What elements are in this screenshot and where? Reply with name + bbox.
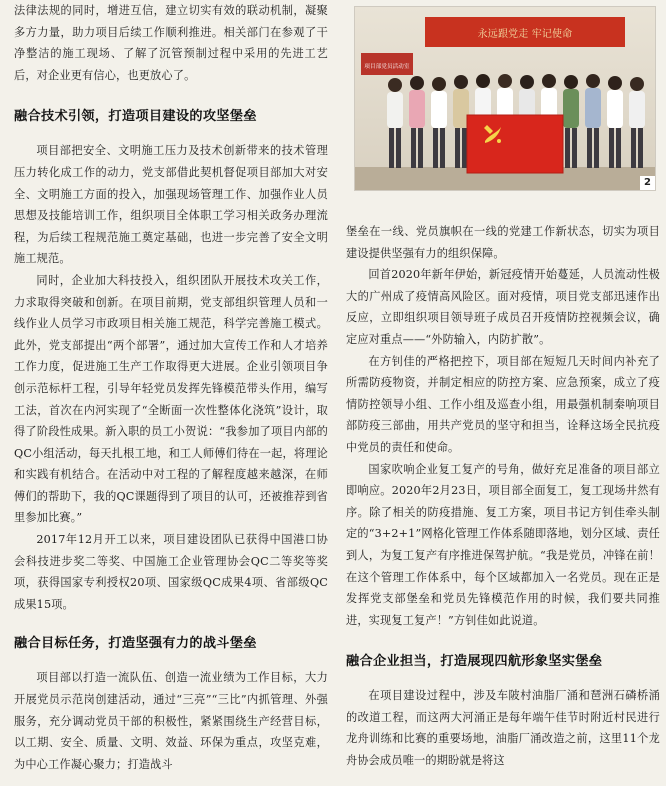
tech-paragraph-1: 项目部把安全、文明施工压力及技术创新带来的技术管理压力转化成工作的动力，党支部借此契机督促项目部加大对安全、文明施工方面的投入，加强现场管理工作、加强作业人员思想及技能培训工作，组织项目全体职工学习相关政务办理流程，为后续工程规范施工奠定基础，也进一步完善了安全文明施工规范。 xyxy=(14,144,328,266)
covid-paragraph-3: 国家吹响企业复工复产的号角，做好充足准备的项目部立即响应。2020年2月23日，项目部全面复工，复工现场井然有序。除了相关的防疫措施、复工方案，项目书记方钊佳牵头制定的“3+2+1”网格化管理工作体系随即落地，划分区域、责任到人，为复工复产有序推进保驾护航。“我是党员，冲锋在前！在这个管理工作体系中，每个区域都加入一名党员。现在正是发挥党支部堡垒和党员先锋模范作用的时候，我们要共同推进，实现复工复产！”方钊佳如此说道。 xyxy=(346,462,660,627)
left-column xyxy=(14,0,328,775)
responsibility-paragraph-1: 在项目建设过程中，涉及车陂村油脂厂涌和琶洲石磷桥涌的改道工程，而这两大河涌正是每年端午佳节时附近村民进行龙舟训练和比赛的重要场地，油脂厂涌改造之前，这里11个龙舟协会成员唯一的期盼就是将这 xyxy=(346,689,660,768)
covid-paragraph-2: 在方钊佳的严格把控下，项目部在短短几天时间内补充了所需防疫物资，并制定相应的防控方案、应急预案，成立了疫情防控领导小组、工作小组及巡查小组，用最强机制秦响项目部防疫三部曲，用共产党员的坚守和担当，诠释这场全民抗疫中党员的责任和使命。 xyxy=(346,354,660,454)
intro-paragraph: 法律法规的同时，增进互信，建立切实有效的联动机制，凝聚多方力量，助力项目后续工作顺利推进。相关部门在参观了干净整洁的施工现场、了解了沉管预制过程中采用的先进工艺后，对企业更有信心，也更放心了。 xyxy=(14,4,328,82)
tech-paragraph-3: 2017年12月开工以来，项目建设团队已获得中国港口协会科技进步奖二等奖、中国施工企业管理协会QC二等奖等奖项，获得国家专利授权20项、国家级QC成果4项、省部级QC成果15项。 xyxy=(14,533,328,611)
group-photo xyxy=(354,6,656,191)
party-flag xyxy=(467,115,563,173)
wall-banner-text: 永远跟党走 牢记使命 xyxy=(477,29,573,40)
tech-paragraph-2: 同时，企业加大科技投入，组织团队开展技术攻关工作，力求取得突破和创新。在项目前期，党支部组织管理人员和一线作业人员学习市政项目相关施工规范，科学完善施工模式。此外，党支部提出“两个部署”，通过加大宣传工作和人才培养工作力度，促进施工生产工作取得更大进展。企业引领项目争创示范标杆工程，引导年轻党员发挥先锋模范带头作用，编写工法，首次在内河实现了“全断面一次性整体化浇筑”设计，取得了阶段性成果。新入职的员工小贺说：“我参加了项目内部的QC小组活动，每天扎根工地，和工人师傅们待在一起，将理论和实践有机结合。在活动中对工程的了解程度越来越深，在师傅们的帮助下，我的QC课题得到了项目的认可，还被推荐到省里参加比赛。” xyxy=(14,273,328,525)
continuation-paragraph: 堡垒在一线、党员旗帜在一线的党建工作新状态，切实为项目建设提供坚强有力的组织保障。 xyxy=(346,225,660,260)
goal-paragraph-1: 项目部以打造一流队伍、创造一流业绩为工作目标，大力开展党员示范岗创建活动，通过“三亮”“三比”内抓管理、外强服务，充分调动党员干部的积极性，紧紧围绕生产经营目标，以工期、安全、质量、文明、效益、环保为重点，攻坚克难，为中心工作凝心聚力；打造战斗 xyxy=(14,671,328,771)
section-heading-tech: 融合技术引领，打造项目建设的攻坚堡垒 xyxy=(14,109,257,125)
section-heading-goal: 融合目标任务，打造坚强有力的战斗堡垒 xyxy=(14,636,257,652)
section-heading-responsibility: 融合企业担当，打造展现四航形象坚实堡垒 xyxy=(346,654,603,670)
covid-paragraph-1: 回首2020年新年伊始，新冠疫情开始蔓延，人员流动性极大的广州成了疫情高风险区。面对疫情，项目党支部迅速作出反应，立即组织项目领导班子成员召开疫情防控视频会议，确定应对重点——“外防输入，内防扩散”。 xyxy=(346,268,660,346)
wall-sign-text: 项目部党员活动室 xyxy=(364,64,410,70)
photo-number: 2 xyxy=(640,176,655,190)
right-column xyxy=(346,0,660,772)
group-photo-illustration xyxy=(355,7,655,190)
